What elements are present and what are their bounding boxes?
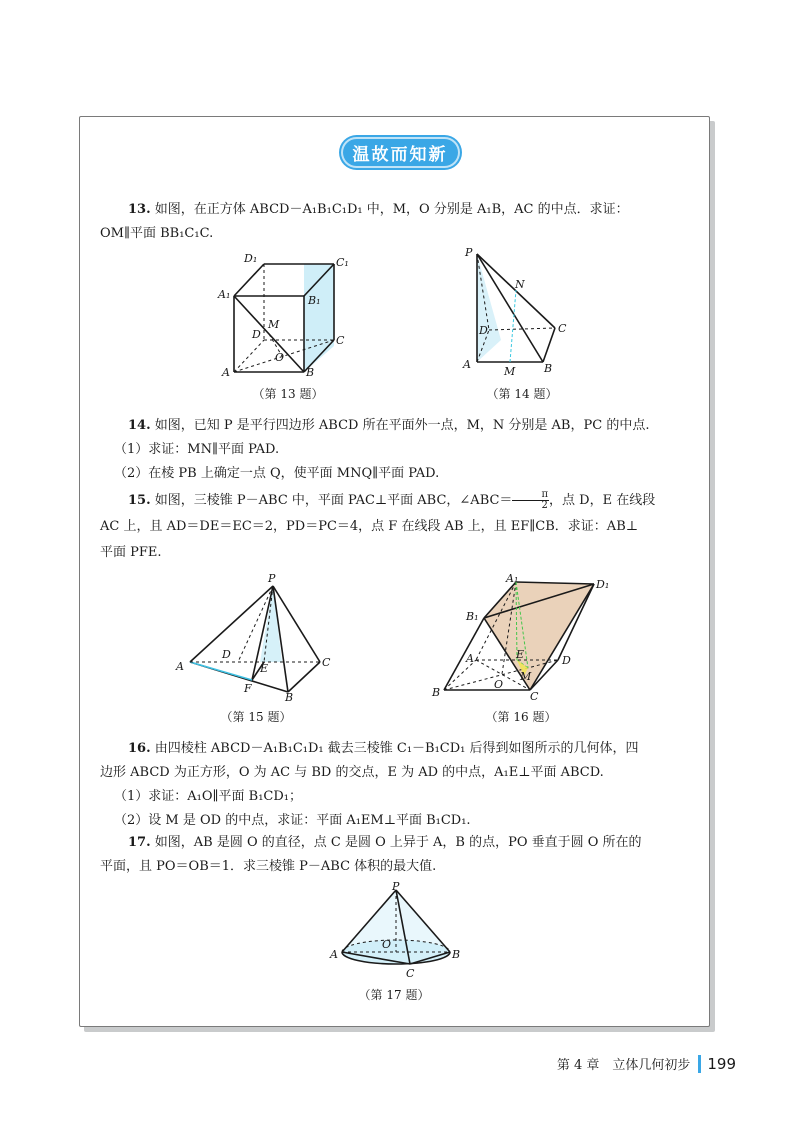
problem-text: 由四棱柱 ABCD－A₁B₁C₁D₁ 截去三棱锥 C₁－B₁CD₁ 后得到如图所示的几何体，四 (154, 741, 639, 756)
figure-15-pyramid (172, 570, 342, 704)
section-title (0, 137, 800, 168)
fraction-pi-over-2: $\frac{\pi}{2}$ (512, 490, 549, 511)
figure-14-caption: （第 14 题） (486, 387, 558, 401)
segment-MN (510, 290, 516, 362)
label-C: C (336, 334, 345, 347)
problem-text: AC 上，且 AD＝DE＝EC＝2，PD＝PC＝4，点 F 在线段 AB 上，且 EF∥CB．求证：AB⊥ (100, 519, 638, 534)
figure-17-cone (326, 882, 466, 980)
label-C: C (406, 967, 415, 980)
problem-text: 平面，且 PO＝OB＝1．求三棱锥 P－ABC 体积的最大值. (100, 859, 437, 874)
label-A: A (222, 366, 230, 378)
segment-AF (190, 662, 252, 680)
figure-13-caption: （第 13 题） (252, 387, 324, 401)
highlight-face (477, 254, 501, 362)
label-C1: C₁ (336, 256, 349, 269)
label-M: M (520, 670, 532, 683)
figure-15-caption: （第 15 题） (220, 710, 292, 724)
label-B: B (285, 691, 294, 704)
label-B: B (544, 362, 553, 375)
label-M: M (504, 365, 516, 378)
figure-13-cube (210, 248, 360, 378)
problem-number: 13. (128, 202, 151, 217)
label-A: A (466, 652, 474, 665)
problem-part: （2）在棱 PB 上确定一点 Q，使平面 MNQ∥平面 PAD. (114, 466, 440, 481)
label-B: B (452, 948, 461, 961)
label-M: M (268, 318, 280, 331)
problem-16 (100, 737, 688, 833)
label-A: A (330, 948, 338, 961)
problem-text: 边形 ABCD 为正方形，O 为 AC 与 BD 的交点，E 为 AD 的中点，A₁E⊥平面 ABCD. (100, 765, 604, 780)
figure-16-solid (430, 572, 620, 704)
label-C: C (322, 656, 331, 669)
footer-divider (698, 1055, 701, 1073)
label-A1: A₁ (506, 572, 519, 585)
label-P: P (392, 882, 400, 893)
label-B: B (432, 686, 441, 699)
label-P: P (268, 572, 276, 585)
label-D: D (252, 328, 261, 341)
problem-text: 如图，已知 P 是平行四边形 ABCD 所在平面外一点，M，N 分别是 AB，PC 的中点. (154, 418, 650, 433)
figure-16-caption: （第 16 题） (485, 710, 557, 724)
problem-number: 14. (128, 418, 151, 433)
problem-text: ，点 D，E 在线段 (549, 493, 656, 508)
label-O: O (494, 678, 504, 691)
page-footer (557, 1054, 736, 1073)
label-P: P (465, 246, 473, 259)
figure-17-caption: （第 17 题） (358, 988, 430, 1002)
problem-part: （1）求证：MN∥平面 PAD. (114, 442, 280, 457)
label-D: D (562, 654, 571, 667)
label-D: D (479, 324, 488, 337)
problem-number: 16. (128, 741, 151, 756)
label-A: A (463, 358, 471, 371)
label-A1: A₁ (218, 288, 231, 301)
section-title-badge: 温故而知新 (341, 137, 460, 168)
label-E: E (260, 662, 269, 675)
problem-text: 如图，三棱锥 P－ABC 中，平面 PAC⊥平面 ABC，∠ABC＝ (154, 493, 513, 508)
problem-number: 17. (128, 835, 151, 850)
label-D1: D₁ (244, 252, 258, 265)
label-C: C (558, 322, 567, 335)
label-E: E (516, 648, 525, 661)
problem-text: 如图，AB 是圆 O 的直径，点 C 是圆 O 上异于 A，B 的点，PO 垂直于圆 O 所在的 (154, 835, 642, 850)
problem-text: OM∥平面 BB₁C₁C. (100, 226, 214, 241)
problem-text: 平面 PFE. (100, 545, 162, 560)
label-D: D (222, 648, 231, 661)
problem-13 (100, 198, 688, 246)
problem-15 (100, 488, 688, 566)
label-C: C (530, 690, 539, 703)
problem-number: 15. (128, 493, 151, 508)
label-B1: B₁ (308, 294, 321, 307)
label-O: O (275, 351, 285, 364)
figure-14-pyramid (455, 244, 585, 378)
problem-text: 如图，在正方体 ABCD－A₁B₁C₁D₁ 中，M，O 分别是 A₁B，AC 的中点．求证： (154, 202, 629, 217)
label-D1: D₁ (596, 578, 610, 591)
label-F: F (244, 682, 252, 695)
label-B1: B₁ (466, 610, 479, 623)
problem-part: （1）求证：A₁O∥平面 B₁CD₁； (114, 789, 303, 804)
problem-part: （2）设 M 是 OD 的中点，求证：平面 A₁EM⊥平面 B₁CD₁. (114, 813, 471, 828)
page-number: 199 (707, 1054, 736, 1073)
label-B: B (306, 366, 315, 378)
problem-17 (100, 831, 688, 879)
label-N: N (515, 278, 525, 291)
chapter-title: 第 4 章 立体几何初步 (556, 1058, 691, 1073)
label-O: O (382, 938, 392, 951)
problem-14 (100, 414, 688, 486)
label-A: A (176, 660, 184, 673)
